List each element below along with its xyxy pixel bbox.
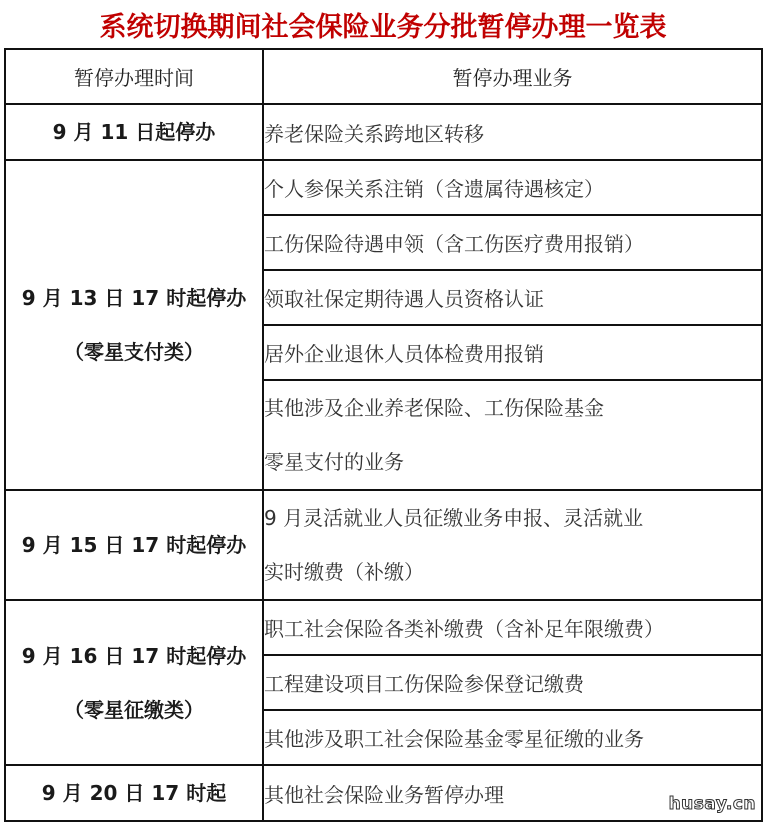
business-cell: 职工社会保险各类补缴费（含补足年限缴费） — [263, 600, 762, 655]
business-cell: 居外企业退休人员体检费用报销 — [263, 325, 762, 380]
time-text: 9 月 11 日起停办 — [52, 120, 216, 144]
business-cell: 工伤保险待遇申领（含工伤医疗费用报销） — [263, 215, 762, 270]
time-cell: 9 月 15 日 17 时起停办 — [5, 490, 263, 600]
time-text: 9 月 13 日 17 时起停办 — [21, 286, 247, 310]
time-text: 9 月 16 日 17 时起停办 — [21, 643, 247, 668]
business-cell: 养老保险关系跨地区转移 — [263, 104, 762, 160]
table-row — [5, 160, 762, 215]
business-cell — [263, 380, 762, 490]
time-category: （零星征缴类） — [64, 697, 204, 722]
time-category: （零星支付类） — [64, 340, 204, 364]
table-row — [5, 765, 762, 821]
header-business: 暂停办理业务 — [263, 49, 762, 104]
time-cell — [5, 160, 263, 490]
page-title: 系统切换期间社会保险业务分批暂停办理一览表 — [99, 12, 667, 43]
business-cell — [263, 490, 762, 600]
table-row — [5, 600, 762, 655]
table-header-row — [5, 49, 762, 104]
suspension-schedule-table — [4, 48, 763, 822]
business-cell: 个人参保关系注销（含遗属待遇核定） — [263, 160, 762, 215]
business-cell: 工程建设项目工伤保险参保登记缴费 — [263, 655, 762, 710]
table-row — [5, 490, 762, 600]
business-line: 其他涉及企业养老保险、工伤保险基金 — [264, 396, 604, 420]
watermark: husay.cn — [668, 794, 756, 814]
table-row — [5, 104, 762, 160]
time-cell — [5, 104, 263, 160]
time-cell: 9 月 20 日 17 时起 — [5, 765, 263, 821]
header-time: 暂停办理时间 — [5, 49, 263, 104]
business-line: 零星支付的业务 — [264, 450, 404, 474]
business-cell: 其他涉及职工社会保险基金零星征缴的业务 — [263, 710, 762, 765]
business-line: 9 月灵活就业人员征缴业务申报、灵活就业 — [264, 506, 644, 530]
business-line: 实时缴费（补缴） — [264, 560, 424, 584]
business-cell: 领取社保定期待遇人员资格认证 — [263, 270, 762, 325]
time-cell — [5, 600, 263, 765]
business-cell: 其他社会保险业务暂停办理 — [263, 765, 762, 821]
